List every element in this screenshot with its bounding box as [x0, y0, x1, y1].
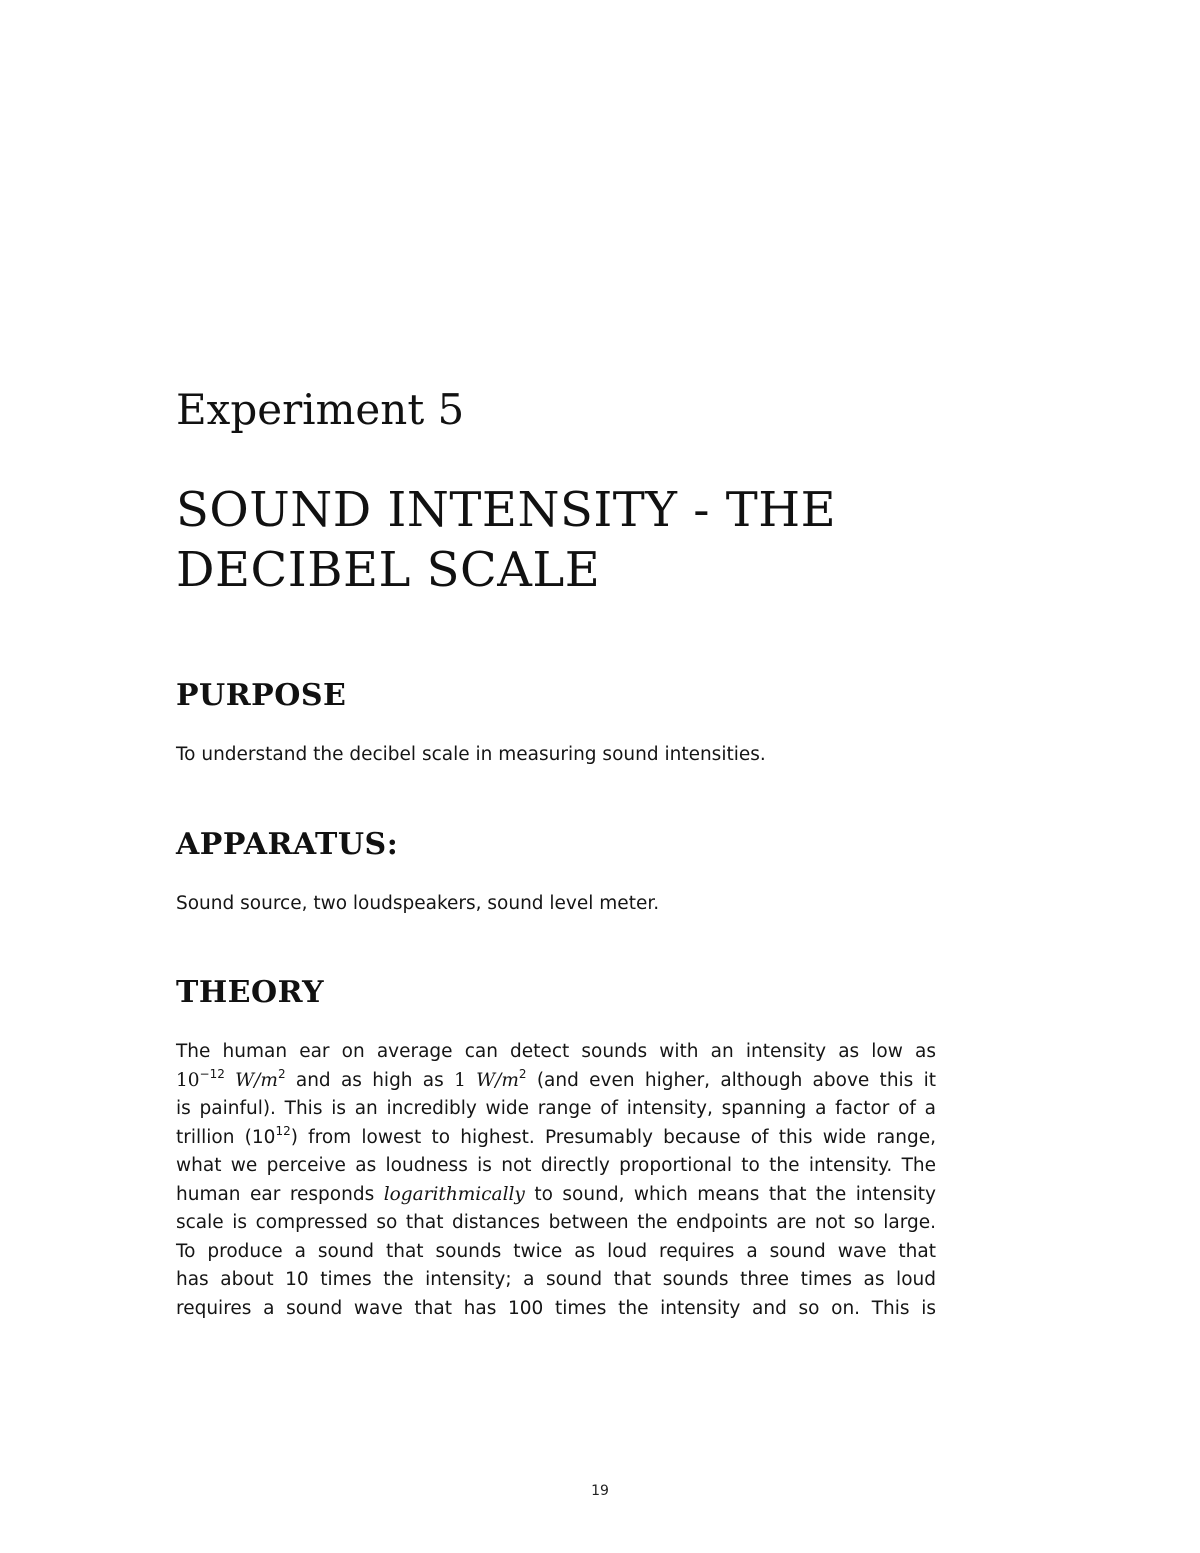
theory-line: To produce a sound that sounds twice as loud requires a sound wave that: [176, 1240, 936, 1262]
emphasized-term: logarithmically: [383, 1183, 525, 1205]
theory-text: human ear responds: [176, 1183, 375, 1205]
math-exponent: 2: [277, 1066, 286, 1081]
math-exponent: 2: [518, 1066, 527, 1081]
math-unit: W/m: [476, 1069, 519, 1091]
theory-heading: THEORY: [176, 975, 325, 1010]
math-unit: W/m: [235, 1069, 278, 1091]
purpose-text: To understand the decibel scale in measuring sound intensities.: [176, 744, 766, 765]
apparatus-heading: APPARATUS:: [176, 827, 399, 862]
theory-text: to sound, which means that the intensity: [534, 1183, 936, 1205]
theory-line: [176, 1124, 936, 1153]
math-exponent: 12: [275, 1123, 291, 1138]
theory-line: has about 10 times the intensity; a sound that sounds three times as loud: [176, 1269, 936, 1290]
page-number: 19: [591, 1483, 609, 1499]
apparatus-text: Sound source, two loudspeakers, sound level meter.: [176, 893, 660, 914]
theory-text: and as high as: [295, 1069, 444, 1091]
theory-line: requires a sound wave that has 100 times the intensity and so on. This is: [176, 1297, 936, 1319]
theory-line: what we perceive as loudness is not directly proportional to the intensity. The: [176, 1155, 936, 1176]
theory-line: [176, 1067, 936, 1096]
theory-text: (and even higher, although above this it: [536, 1069, 936, 1091]
theory-line: The human ear on average can detect sounds with an intensity as low as: [176, 1041, 936, 1062]
math-exponent: −12: [199, 1066, 225, 1081]
purpose-heading: PURPOSE: [176, 678, 347, 713]
theory-line: is painful). This is an incredibly wide range of intensity, spanning a factor of a: [176, 1098, 936, 1119]
theory-line: scale is compressed so that distances between the endpoints are not so large.: [176, 1212, 936, 1233]
math-number: 1: [454, 1069, 466, 1091]
chapter-title: SOUND INTENSITY - THE DECIBEL SCALE: [176, 482, 837, 598]
theory-text: trillion (10: [176, 1126, 276, 1148]
theory-line: [176, 1181, 936, 1210]
theory-paragraph: [176, 1038, 936, 1323]
chapter-label: Experiment 5: [176, 385, 465, 434]
theory-text: ) from lowest to highest. Presumably because of this wide range,: [290, 1126, 936, 1148]
math-base: 10: [176, 1069, 200, 1091]
